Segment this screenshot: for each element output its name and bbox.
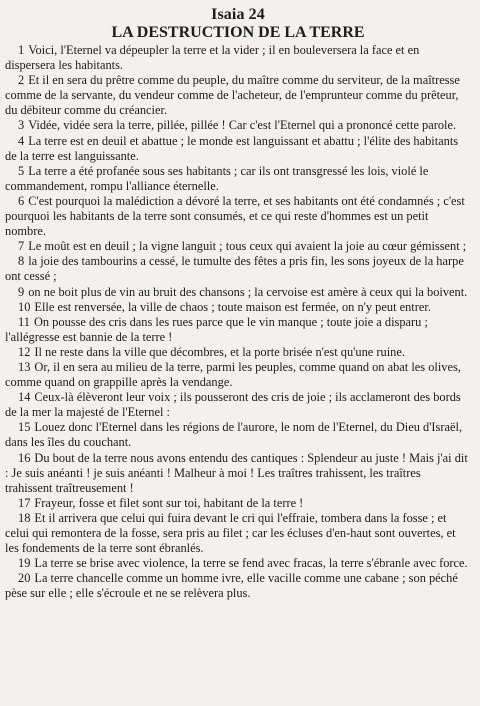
verse-text: La terre chancelle comme un homme ivre, elle vacille comme une cabane ; son péché pèse sur elle ; elle s'écroule et ne se relèvera plus.: [5, 571, 458, 601]
verse: [5, 556, 471, 571]
verse: [5, 390, 471, 420]
verse-number: 14: [18, 390, 31, 405]
verse: [5, 315, 471, 345]
verse-number: 11: [18, 314, 30, 329]
verse-text: Louez donc l'Eternel dans les régions de l'aurore, le nom de l'Eternel, du Dieu d'Israël, dans les îles du couchant.: [5, 420, 463, 450]
verse: [5, 73, 471, 118]
verse: [5, 164, 471, 194]
verse-number: 3: [18, 118, 25, 133]
verse: [5, 360, 471, 390]
document-subtitle: LA DESTRUCTION DE LA TERRE: [111, 24, 365, 41]
document-title: Isaia 24: [211, 6, 265, 23]
verse-number: 13: [18, 359, 31, 374]
verse-number: 6: [18, 193, 25, 208]
verse-text: Il ne reste dans la ville que décombres, et la porte brisée n'est qu'une ruine.: [34, 344, 405, 359]
verse: [5, 511, 471, 556]
verse: [5, 451, 471, 496]
verse: [5, 300, 471, 315]
verse-number: 16: [18, 450, 31, 465]
verse-text: Elle est renversée, la ville de chaos ; toute maison est fermée, on n'y peut entrer.: [34, 299, 431, 314]
verse-text: La terre a été profanée sous ses habitants ; car ils ont transgressé les lois, violé le commandement, rompu l'alliance éternelle.: [5, 163, 429, 193]
verse: [5, 118, 471, 133]
verse-text: La terre est en deuil et abattue ; le monde est languissant et abattu ; l'élite des habitants de la terre est languissante.: [5, 133, 459, 163]
verse-list: [5, 43, 471, 601]
verse-text: Voici, l'Eternel va dépeupler la terre et la vider ; il en bouleversera la face et en dispersera les habitants.: [5, 43, 420, 73]
verse-text: Du bout de la terre nous avons entendu des cantiques : Splendeur au juste ! Mais j'ai dit : Je suis anéanti ! je suis anéanti ! Malheur à moi ! Les traîtres trahissent, les traîtres trahissent traîtreusement !: [5, 450, 468, 495]
verse: [5, 496, 471, 511]
verse-number: 12: [18, 344, 31, 359]
verse-number: 18: [18, 510, 31, 525]
verse-number: 9: [18, 284, 25, 299]
verse-text: Frayeur, fosse et filet sont sur toi, habitant de la terre !: [34, 495, 304, 510]
verse: [5, 345, 471, 360]
verse-text: Le moût est en deuil ; la vigne languit ; tous ceux qui avaient la joie au cœur gémissent ;: [28, 239, 467, 254]
verse: [5, 194, 471, 239]
verse-text: Vidée, vidée sera la terre, pillée, pillée ! Car c'est l'Eternel qui a prononcé cette parole.: [28, 118, 457, 133]
verse-number: 5: [18, 163, 25, 178]
verse: [5, 420, 471, 450]
verse: [5, 43, 471, 73]
verse-number: 7: [18, 239, 25, 254]
verse-text: Et il arrivera que celui qui fuira devant le cri qui l'effraie, tombera dans la fosse ; et celui qui remontera de la fosse, sera pris au filet ; car les écluses d'en-haut sont ouvertes, et les fondements de la terre sont ébranlés.: [5, 510, 456, 556]
verse: [5, 254, 471, 284]
verse: [5, 134, 471, 164]
verse-text: la joie des tambourins a cessé, le tumulte des fêtes a pris fin, les sons joyeux de la harpe ont cessé ;: [5, 254, 464, 284]
verse-number: 1: [18, 43, 25, 57]
verse-number: 2: [18, 73, 25, 88]
verse: [5, 285, 471, 300]
verse-number: 4: [18, 133, 25, 148]
verse-text: Et il en sera du prêtre comme du peuple, du maître comme du serviteur, de la maîtresse comme de la servante, du vendeur comme de l'acheteur, de l'emprunteur comme du prêteur, du débiteur comme du créancier.: [5, 73, 460, 118]
verse-number: 19: [18, 556, 31, 571]
verse-text: on ne boit plus de vin au bruit des chansons ; la cervoise est amère à ceux qui la boivent.: [28, 284, 468, 299]
verse-number: 17: [18, 495, 31, 510]
verse-number: 20: [18, 571, 31, 586]
verse-text: On pousse des cris dans les rues parce que le vin manque ; toute joie a disparu ; l'allégresse est bannie de la terre !: [5, 314, 428, 344]
verse-text: C'est pourquoi la malédiction a dévoré la terre, et ses habitants ont été condamnés ; c'est pourquoi les habitants de la terre sont consumés, et ce qui reste d'hommes est un petit nombre.: [5, 193, 465, 239]
verse-number: 10: [18, 299, 31, 314]
verse-number: 8: [18, 254, 25, 269]
verse: [5, 571, 471, 601]
verse-text: Or, il en sera au milieu de la terre, parmi les peuples, comme quand on abat les olives, comme quand on grappille après la vendange.: [5, 359, 461, 390]
verse: [5, 239, 471, 254]
verse-number: 15: [18, 420, 31, 435]
verse-text: La terre se brise avec violence, la terre se fend avec fracas, la terre s'ébranle avec force.: [34, 556, 468, 571]
verse-text: Ceux-là élèveront leur voix ; ils pousseront des cris de joie ; ils acclameront des bords de la mer la majesté de l'Eternel :: [5, 390, 461, 420]
